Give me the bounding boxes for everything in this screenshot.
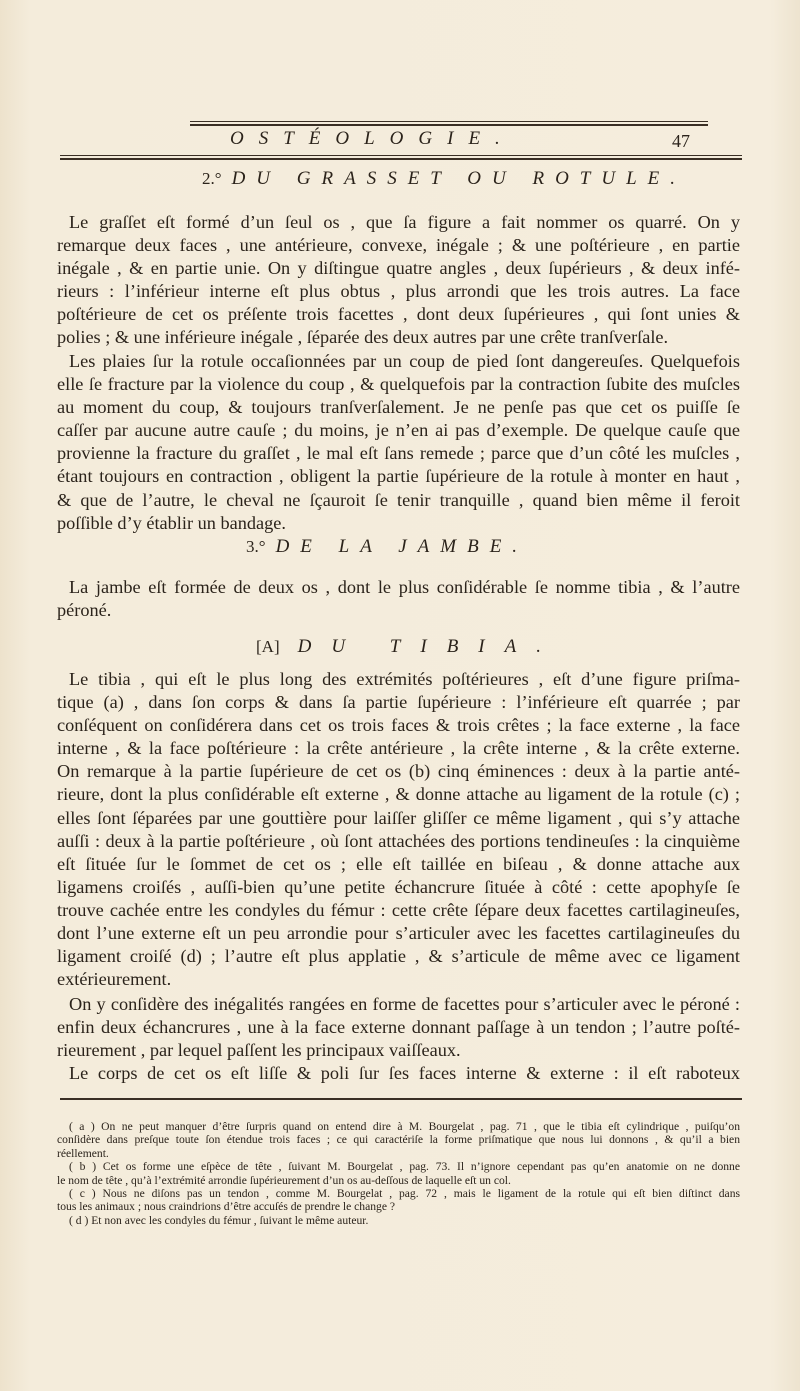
footnote-line: ( a ) On ne peut manquer d’être ſurpris quand on entend dire à M. Bourgelat , pag. 71 , que le tibia eſt cylindrique , puiſqu’on [69, 1120, 740, 1133]
text-line: enfin deux échancrures , une à la face externe donnant paſſage à un tendon ; l’autre poſté- [57, 1017, 740, 1038]
footnotes [57, 1120, 740, 1227]
footnote-rule [60, 1098, 742, 1100]
text-line: ligamens croiſés , auſſi-bien qu’une petite échancrure ſituée à côté : cette apophyſe ſe [57, 876, 740, 897]
paragraph-tibia-1 [57, 668, 740, 991]
text-line: Le graſſet eſt formé d’un ſeul os , que ſa figure a fait nommer os quarré. On y [69, 212, 740, 232]
text-line: trouve cachée entre les condyles du fémur : cette crête ſépare deux facettes cartilagineuſes, [57, 899, 740, 920]
text-line: polies ; & une inférieure inégale , ſéparée des deux autres par une crête tranſverſale. [57, 327, 669, 348]
text-line: Le tibia , qui eſt le plus long des extrémités poſtérieures , eſt d’une figure priſma- [69, 669, 740, 689]
header-rule-top-thick [190, 124, 708, 126]
section-number: 3.° [246, 537, 266, 556]
footnote-line: tous les animaux ; nous craindrions d’être accuſés de prendre le change ? [57, 1200, 396, 1214]
text-line: eſt ſituée ſur le ſommet de cet os ; elle eſt taillée en biſeau , & donne attache aux [57, 853, 740, 874]
paragraph-tibia-3 [57, 1062, 740, 1085]
paragraph-grasset-1 [57, 211, 740, 350]
text-line: Les plaies ſur la rotule occaſionnées par un coup de pied ſont dangereuſes. Quelquefois [69, 351, 740, 371]
text-line: On remarque à la partie ſupérieure de cet os (b) cinq éminences : deux à la partie anté- [57, 761, 740, 782]
header-rule-bottom [60, 155, 742, 156]
section-number: 2.° [202, 169, 222, 188]
text-line: au moment du coup, & toujours tranſverſalement. Je ne penſe pas que cet os puiſſe ſe [57, 397, 740, 418]
text-line: poſſible d’y établir un bandage. [57, 512, 286, 533]
paragraph-grasset-2 [57, 350, 740, 535]
text-line: & que de l’autre, le cheval ne ſçauroit ſe tenir tranquille , quand bien même il feroit [57, 489, 740, 510]
text-line: La jambe eſt formée de deux os , dont le plus conſidérable ſe nomme tibia , & l’autre [69, 577, 740, 597]
section-heading-tibia [256, 636, 561, 658]
section-title: DE LA JAMBE. [275, 536, 529, 557]
running-head [0, 128, 800, 154]
text-line: ligament croiſé (d) ; l’autre eſt plus applatie , & s’articule de même avec ce ligament [57, 946, 740, 967]
running-title: OSTÉOLOGIE. [230, 128, 515, 149]
text-line: interne , & la face poſtérieure : la crête antérieure , la crête interne , & la crête externe. [57, 738, 740, 759]
section-title: DU GRASSET OU ROTULE. [231, 168, 686, 189]
header-rule-bottom-thick [60, 158, 742, 160]
page-number: 47 [672, 131, 690, 151]
text-line: elle ſe fracture par la violence du coup , & quelquefois par la contraction ſubite des muſcles [57, 374, 740, 395]
text-line: provienne la fracture du graſſet , le mal eſt ſans remede ; parce que d’un côté les muſcles , [57, 443, 740, 464]
footnote-line: le nom de tête , qu’à l’extrémité arrondie ſupérieurement d’un os au-deſſous de laquelle eſt un col. [57, 1173, 511, 1187]
section-heading-grasset [202, 168, 686, 190]
section-number: [A] [256, 637, 280, 656]
text-line: conſéquent on conſidérera dans cet os trois faces & trois crêtes ; la face externe , la face [57, 715, 740, 736]
text-line: rieurs : l’inférieur interne eſt plus obtus , plus arrondi que les trois autres. La face [57, 281, 740, 302]
footnote-line: ( d ) Et non avec les condyles du fémur , ſuivant le même auteur. [69, 1213, 369, 1227]
text-line: rieure, dont la plus conſidérable eſt externe , & donne attache au ligament de la rotule (c) ; [57, 784, 740, 805]
paragraph-jambe [57, 576, 740, 622]
footnote-line: ( b ) Cet os forme une eſpèce de tête , ſuivant M. Bourgelat , pag. 73. Il n’ignore cependant pas qu’en anatomie on ne donne [69, 1160, 740, 1174]
text-line: extérieurement. [57, 969, 172, 990]
text-line: poſtérieure de cet os préſente trois facettes , dont deux ſupérieures , qui ſont unies & [57, 304, 740, 325]
paragraph-tibia-2 [57, 993, 740, 1062]
text-line: Le corps de cet os eſt liſſe & poli ſur ſes faces interne & externe : il eſt raboteux [69, 1063, 740, 1083]
text-line: tique (a) , dans ſon corps & dans ſa partie ſupérieure : l’inférieure eſt quarrée ; par [57, 692, 740, 713]
footnote-line: conſidère dans preſque toute ſon étendue trois faces ; ce qui caractériſe la forme priſmatique que nous lui donnons , & qu’il a bien [57, 1133, 740, 1147]
text-line: elles ſont ſéparées par une gouttière pour laiſſer gliſſer ce même ligament , qui s’y attache [57, 807, 740, 828]
footnote-line: ( c ) Nous ne diſons pas un tendon , comme M. Bourgelat , pag. 72 , mais le ligament de la rotule qui eſt bien diſtinct dans [69, 1186, 740, 1200]
header-rule-top [190, 121, 708, 122]
text-line: inégale , & en partie unie. On y diſtingue quatre angles , deux ſupérieurs , & deux infé- [57, 258, 740, 279]
text-line: caſſer par aucune autre cauſe ; du moins, je n’en ai pas d’exemple. De quelque cauſe que [57, 420, 740, 441]
section-heading-jambe [246, 536, 528, 558]
text-line: rieurement , par lequel paſſent les principaux vaiſſeaux. [57, 1040, 461, 1061]
text-line: dont l’une externe eſt un peu arrondie pour s’articuler avec les facettes cartilagineuſes du [57, 923, 740, 944]
footnote-line: réellement. [57, 1146, 109, 1160]
text-line: étant toujours en contraction , obligent la partie ſupérieure de la rotule à monter en haut , [57, 466, 740, 487]
text-line: remarque deux faces , une antérieure, convexe, inégale ; & une poſtérieure , en partie [57, 235, 740, 256]
text-line: auſſi : deux à la partie poſtérieure , où ſont attachées des portions tendineuſes : la cinquième [57, 830, 740, 851]
text-line: péroné. [57, 600, 112, 621]
text-line: On y conſidère des inégalités rangées en forme de facettes pour s’articuler avec le péroné : [69, 994, 740, 1014]
section-title: DU TIBIA. [297, 636, 561, 657]
